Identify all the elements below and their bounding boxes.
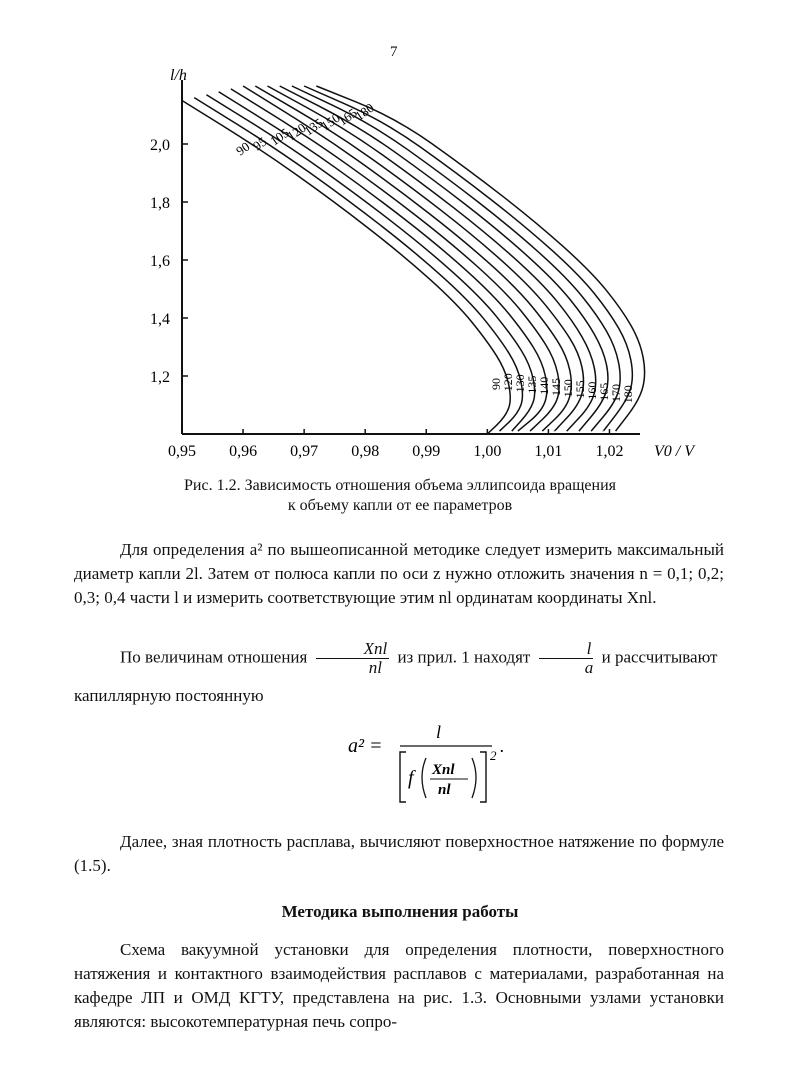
curve-label-upper: 105	[267, 124, 292, 149]
ratio-denominator: nl	[368, 658, 383, 677]
x-tick-label: 1,00	[473, 443, 502, 460]
x-tick-label: 0,97	[290, 443, 319, 460]
x-tick-label: 0,96	[229, 443, 258, 460]
paragraph-2	[74, 640, 724, 677]
x-tick-label: 1,02	[595, 443, 624, 460]
curve-label-lower: 90	[489, 378, 503, 390]
formula-numerator: l	[436, 722, 442, 742]
curve-label-upper: 120	[284, 119, 309, 144]
y-tick-label: 1,8	[150, 195, 170, 212]
paragraph-1: Для определения a² по вышеописанной методике следует измерить максимальный диаметр капли 2l. Затем от полюса капли по оси z нужно отложить значения n = 0,1; 0,2; 0,3; 0,4 части l и измерить соответствующие этим nl ординатам координаты Xnl.	[74, 540, 724, 607]
curve-label-lower: 160	[585, 381, 599, 400]
l-over-a-fraction	[539, 640, 594, 677]
curve-label-upper: 150	[318, 109, 343, 134]
curve-label-lower: 165	[597, 382, 611, 401]
curve-label-lower: 120	[501, 373, 515, 392]
p2-mid: из прил. 1 находят	[397, 647, 531, 667]
p2-after: и рассчитывают	[601, 647, 718, 667]
curve-label-lower: 170	[609, 384, 623, 402]
curve-label-lower: 150	[561, 379, 575, 398]
svg-text:.: .	[500, 736, 505, 756]
a-denominator: a	[584, 658, 594, 677]
ratio-fraction	[316, 640, 390, 677]
curve-label-lower: 155	[573, 380, 587, 399]
x-tick-label: 0,98	[351, 443, 380, 460]
paragraph-2-line2: капиллярную постоянную	[74, 686, 264, 705]
series-line-90	[182, 101, 510, 435]
curve-label-lower: 135	[525, 375, 539, 394]
ratio-numerator: Xnl	[316, 640, 390, 659]
curve-label-upper: 135	[301, 114, 326, 139]
x-tick-label: 0,99	[412, 443, 441, 460]
curve-label-lower: 140	[537, 376, 551, 395]
y-tick-label: 1,4	[150, 311, 170, 328]
x-tick-label: 0,95	[168, 443, 196, 460]
formula-exponent: 2	[490, 748, 497, 763]
curve-label-upper: 95	[250, 133, 270, 154]
figure-caption-line1: Рис. 1.2. Зависимость отношения объема эллипсоида вращения	[184, 477, 616, 494]
formula-left-paren	[422, 758, 426, 798]
formula-right-paren	[472, 758, 476, 798]
y-axis-label: l/h	[170, 67, 187, 84]
curve-label-upper: 165	[335, 104, 360, 129]
page-number: 7	[390, 44, 398, 60]
curve-label-upper: 90	[233, 138, 253, 159]
figure-chart	[0, 0, 800, 470]
formula-lhs: a² =	[348, 735, 383, 757]
x-tick-label: 1,01	[534, 443, 563, 460]
formula-left-bracket	[400, 752, 406, 802]
y-tick-label: 1,2	[150, 369, 170, 386]
curve-label-upper: 180	[352, 99, 377, 124]
y-tick-label: 2,0	[150, 137, 170, 154]
l-numerator: l	[539, 640, 594, 659]
curve-label-lower: 180	[621, 385, 635, 404]
curve-label-lower: 130	[513, 374, 527, 393]
capillary-formula	[340, 722, 540, 808]
formula-right-bracket	[480, 752, 486, 802]
p2-before: По величинам отношения	[120, 647, 308, 667]
paragraph-4: Схема вакуумной установки для определения плотности, поверхностного натяжения и контактного взаимодействия расплавов с материалами, разработанная на кафедре ЛП и ОМД КГТУ, представлена на рис. 1.3. Основными узлами установки являются: высокотемпературная печь сопро-	[74, 940, 724, 1031]
figure-caption-line2: к объему капли от ее параметров	[287, 497, 513, 514]
formula-function: f	[408, 767, 414, 789]
paragraph-3: Далее, зная плотность расплава, вычисляют поверхностное натяжение по формуле (1.5).	[74, 832, 724, 875]
x-axis-label: V0 / V	[654, 443, 694, 460]
formula-inner-denominator: nl	[438, 782, 451, 798]
y-tick-label: 1,6	[150, 253, 170, 270]
section-heading: Методика выполнения работы	[281, 902, 519, 921]
curve-label-lower: 145	[549, 378, 563, 396]
formula-inner-numerator: Xnl	[432, 762, 455, 778]
